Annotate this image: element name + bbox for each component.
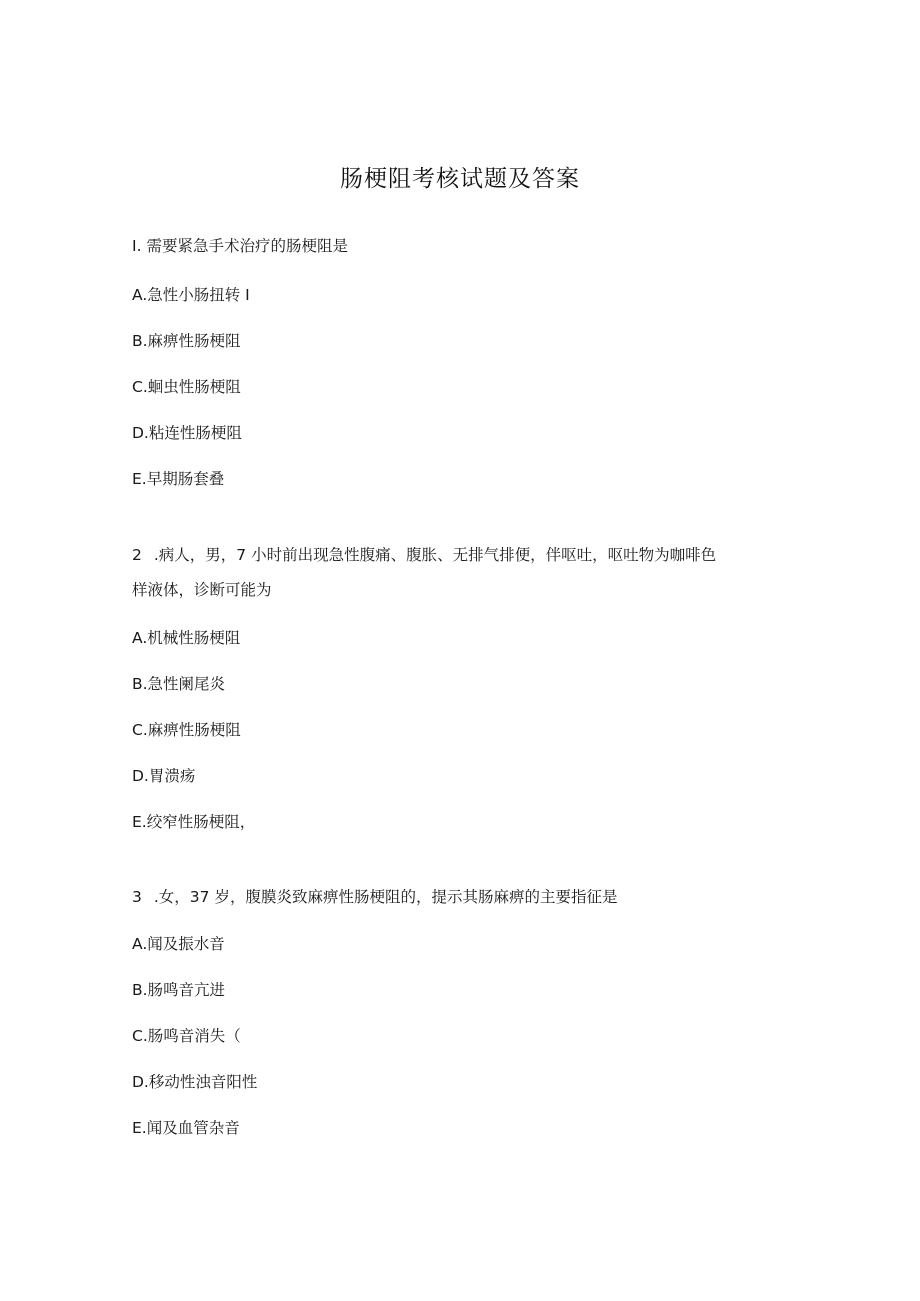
question-2-option-b: B.急性阑尾炎 xyxy=(132,675,226,693)
question-1-option-b: B.麻痹性肠梗阻 xyxy=(132,332,241,350)
question-3-number: 3 xyxy=(132,888,142,906)
question-1-option-d: D.粘连性肠梗阻 xyxy=(132,424,242,442)
question-1-option-c: C.蛔虫性肠梗阻 xyxy=(132,378,241,396)
question-2-text-line-1: .病人，男，7 小时前出现急性腹痛、腹胀、无排气排便，伴呕吐，呕吐物为咖啡色 xyxy=(153,546,717,564)
question-2-option-d: D.胃溃疡 xyxy=(132,767,196,785)
question-1-option-e: E.早期肠套叠 xyxy=(132,470,225,488)
question-3-option-b: B.肠鸣音亢进 xyxy=(132,981,226,999)
question-2-stem-line-2: 样液体，诊断可能为 xyxy=(132,581,272,599)
question-3-option-e: E.闻及血管杂音 xyxy=(132,1119,240,1137)
question-3-stem xyxy=(132,887,617,907)
question-2-number: 2 xyxy=(132,546,142,564)
question-3-text: .女，37 岁，腹膜炎致麻痹性肠梗阻的，提示其肠麻痹的主要指征是 xyxy=(153,888,618,906)
question-2-stem-line-1 xyxy=(132,545,716,565)
question-2-option-e: E.绞窄性肠梗阻， xyxy=(132,813,256,831)
document-title: 肠梗阻考核试题及答案 xyxy=(340,166,580,192)
question-1-option-a: A.急性小肠扭转 I xyxy=(132,286,250,304)
question-1-stem xyxy=(132,236,348,256)
question-1-number: I. xyxy=(132,237,142,255)
question-2-option-c: C.麻痹性肠梗阻 xyxy=(132,721,241,739)
question-3-option-a: A.闻及振水音 xyxy=(132,935,225,953)
question-1-text: 需要紧急手术治疗的肠梗阻是 xyxy=(146,237,348,255)
question-3-option-d: D.移动性浊音阳性 xyxy=(132,1073,258,1091)
question-3-option-c: C.肠鸣音消失（ xyxy=(132,1027,241,1045)
question-2-option-a: A.机械性肠梗阻 xyxy=(132,629,241,647)
